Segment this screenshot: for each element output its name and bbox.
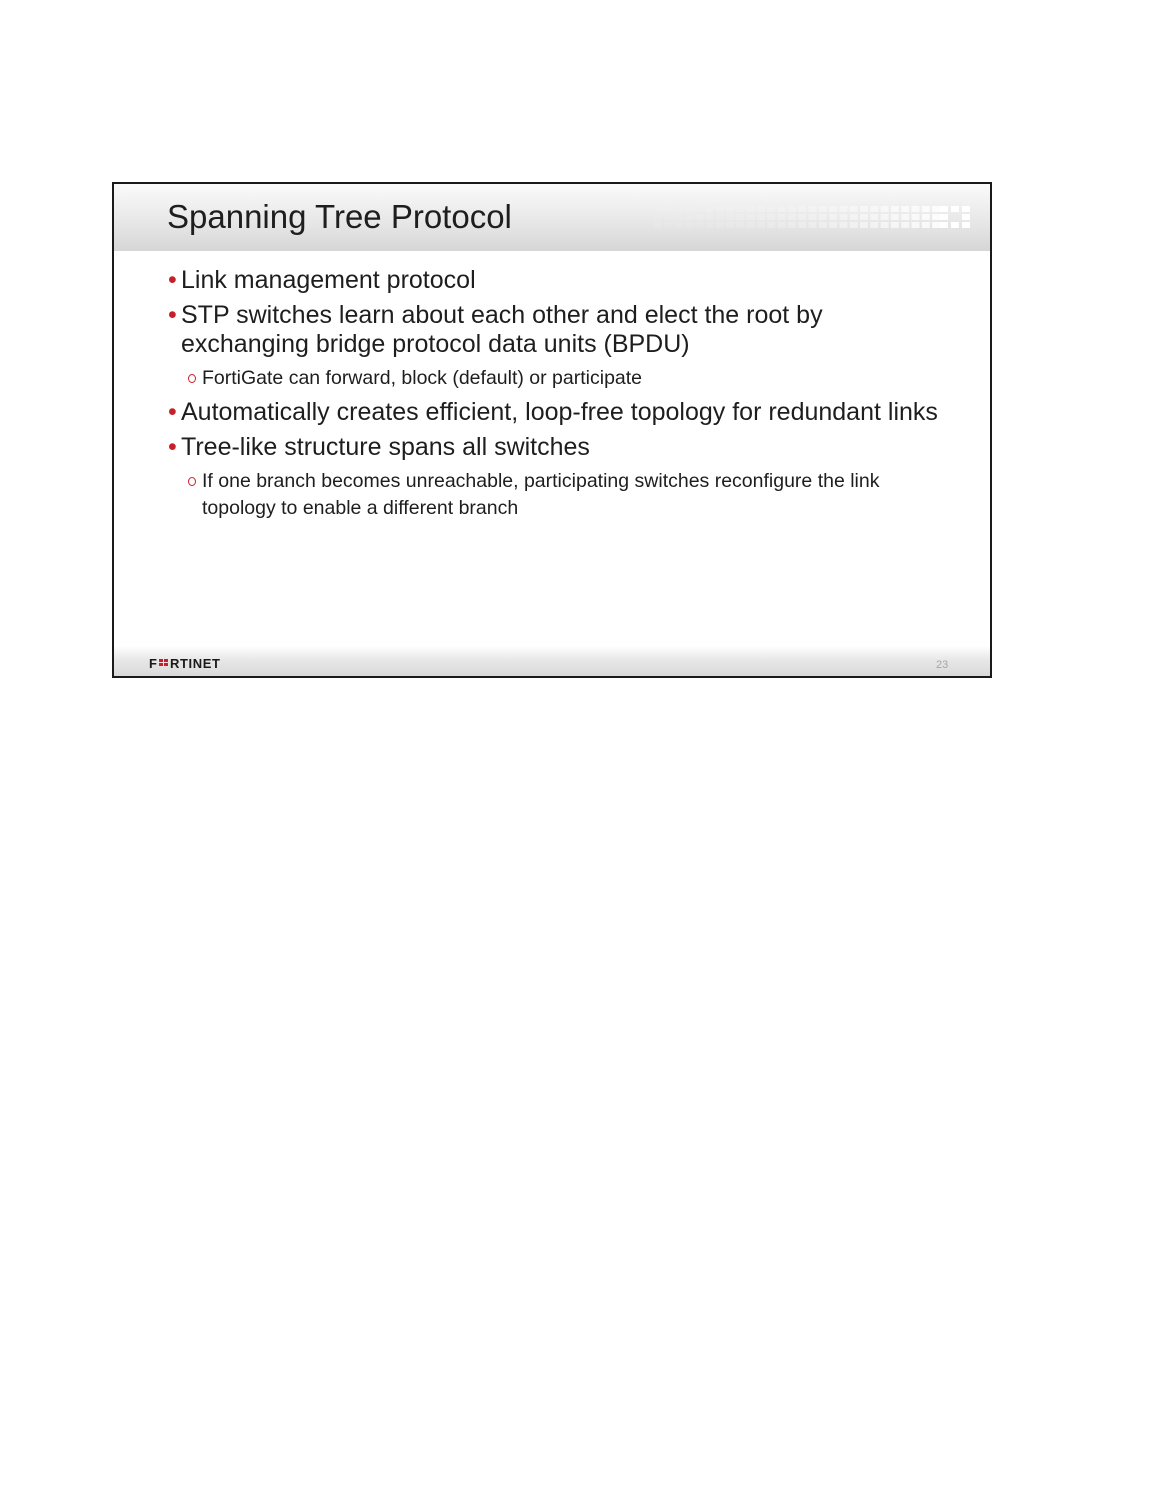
pattern-square bbox=[778, 206, 786, 212]
pattern-square bbox=[695, 222, 703, 228]
sub-bullet-text: FortiGate can forward, block (default) or participate bbox=[202, 367, 643, 389]
fortinet-logo bbox=[149, 656, 229, 670]
pattern-square bbox=[685, 222, 693, 228]
pattern-square bbox=[675, 206, 683, 212]
pattern-square bbox=[839, 214, 847, 220]
slide-title: Spanning Tree Protocol bbox=[167, 198, 512, 235]
sub-bullet-text: If one branch becomes unreachable, participating switches reconfigure the link topology to enable a different branch bbox=[202, 470, 880, 519]
pattern-square bbox=[829, 222, 837, 228]
bullet-text: Automatically creates efficient, loop-free topology for redundant links bbox=[181, 398, 938, 426]
pattern-square bbox=[788, 214, 796, 220]
pattern-square bbox=[778, 222, 786, 228]
pattern-square bbox=[706, 222, 714, 228]
circle-bullet-icon bbox=[188, 374, 196, 383]
pattern-square bbox=[706, 206, 714, 212]
pattern-square bbox=[860, 214, 868, 220]
pattern-square bbox=[747, 222, 755, 228]
pattern-square bbox=[881, 214, 889, 220]
bullet-dot-icon: • bbox=[168, 398, 177, 426]
pattern-square bbox=[716, 206, 724, 212]
pattern-square bbox=[716, 214, 724, 220]
pattern-square bbox=[912, 206, 920, 212]
pattern-square bbox=[819, 222, 827, 228]
pattern-square bbox=[757, 206, 765, 212]
pattern-square bbox=[736, 214, 744, 220]
square-grid-pattern bbox=[654, 204, 944, 230]
pattern-square bbox=[912, 222, 920, 228]
pattern-square bbox=[716, 222, 724, 228]
pattern-square bbox=[654, 214, 662, 220]
pattern-square bbox=[932, 214, 940, 220]
pattern-square bbox=[767, 222, 775, 228]
pattern-square bbox=[901, 214, 909, 220]
pattern-square bbox=[870, 222, 878, 228]
pattern-square bbox=[901, 222, 909, 228]
pattern-square bbox=[736, 222, 744, 228]
pattern-square bbox=[706, 214, 714, 220]
pattern-square bbox=[891, 206, 899, 212]
bullet-list bbox=[164, 266, 954, 528]
slide-footer bbox=[114, 646, 990, 676]
pattern-square bbox=[664, 206, 672, 212]
bullet-text: Tree-like structure spans all switches bbox=[181, 433, 590, 461]
pattern-square bbox=[798, 222, 806, 228]
bullet-item bbox=[164, 301, 954, 359]
pattern-square bbox=[881, 222, 889, 228]
pattern-square bbox=[664, 214, 672, 220]
pattern-square bbox=[726, 206, 734, 212]
pattern-square bbox=[829, 206, 837, 212]
sub-bullet-item bbox=[164, 468, 954, 522]
pattern-square bbox=[695, 214, 703, 220]
pattern-square bbox=[747, 206, 755, 212]
pattern-square bbox=[860, 222, 868, 228]
pattern-square bbox=[850, 222, 858, 228]
pattern-square bbox=[695, 206, 703, 212]
pattern-square bbox=[726, 214, 734, 220]
pattern-square bbox=[839, 222, 847, 228]
svg-text:F: F bbox=[149, 656, 158, 670]
pattern-square bbox=[860, 206, 868, 212]
pattern-square bbox=[798, 206, 806, 212]
pattern-square bbox=[809, 222, 817, 228]
bullet-dot-icon: • bbox=[168, 301, 177, 329]
pattern-square bbox=[850, 206, 858, 212]
pattern-square bbox=[767, 206, 775, 212]
pattern-square bbox=[819, 214, 827, 220]
pattern-square bbox=[870, 214, 878, 220]
slide bbox=[112, 182, 992, 678]
pattern-square bbox=[685, 206, 693, 212]
bullet-item bbox=[164, 433, 954, 462]
pattern-square bbox=[809, 206, 817, 212]
pattern-square bbox=[788, 206, 796, 212]
pattern-square bbox=[891, 214, 899, 220]
pattern-square bbox=[809, 214, 817, 220]
pattern-square bbox=[664, 222, 672, 228]
pattern-square bbox=[788, 222, 796, 228]
svg-text:RTINET: RTINET bbox=[170, 656, 221, 670]
pattern-square bbox=[736, 206, 744, 212]
pattern-square bbox=[747, 214, 755, 220]
pattern-square bbox=[839, 206, 847, 212]
pattern-square bbox=[922, 206, 930, 212]
pattern-square bbox=[912, 214, 920, 220]
pattern-square bbox=[870, 206, 878, 212]
pattern-square bbox=[798, 214, 806, 220]
page-number: 23 bbox=[936, 659, 949, 671]
bullet-dot-icon: • bbox=[168, 433, 177, 461]
pattern-square bbox=[757, 214, 765, 220]
pattern-square bbox=[778, 214, 786, 220]
pattern-square bbox=[850, 214, 858, 220]
pattern-square bbox=[757, 222, 765, 228]
pattern-square bbox=[685, 214, 693, 220]
pattern-square bbox=[675, 214, 683, 220]
pattern-square bbox=[829, 214, 837, 220]
slide-header bbox=[114, 184, 990, 251]
pattern-square bbox=[881, 206, 889, 212]
pattern-square bbox=[654, 222, 662, 228]
pattern-square bbox=[767, 214, 775, 220]
pattern-square bbox=[922, 222, 930, 228]
bullet-text: STP switches learn about each other and elect the root by exchanging bridge protocol data units (BPDU) bbox=[181, 301, 823, 358]
pattern-square bbox=[932, 206, 940, 212]
bullet-item bbox=[164, 398, 954, 427]
fortinet-squares-icon bbox=[940, 206, 970, 228]
bullet-item bbox=[164, 266, 954, 295]
circle-bullet-icon bbox=[188, 477, 196, 486]
sub-bullet-item bbox=[164, 365, 954, 392]
pattern-square bbox=[726, 222, 734, 228]
pattern-square bbox=[654, 206, 662, 212]
pattern-square bbox=[932, 222, 940, 228]
pattern-square bbox=[901, 206, 909, 212]
bullet-dot-icon: • bbox=[168, 266, 177, 294]
pattern-square bbox=[891, 222, 899, 228]
pattern-square bbox=[819, 206, 827, 212]
pattern-square bbox=[922, 214, 930, 220]
bullet-text: Link management protocol bbox=[181, 266, 476, 294]
pattern-square bbox=[675, 222, 683, 228]
